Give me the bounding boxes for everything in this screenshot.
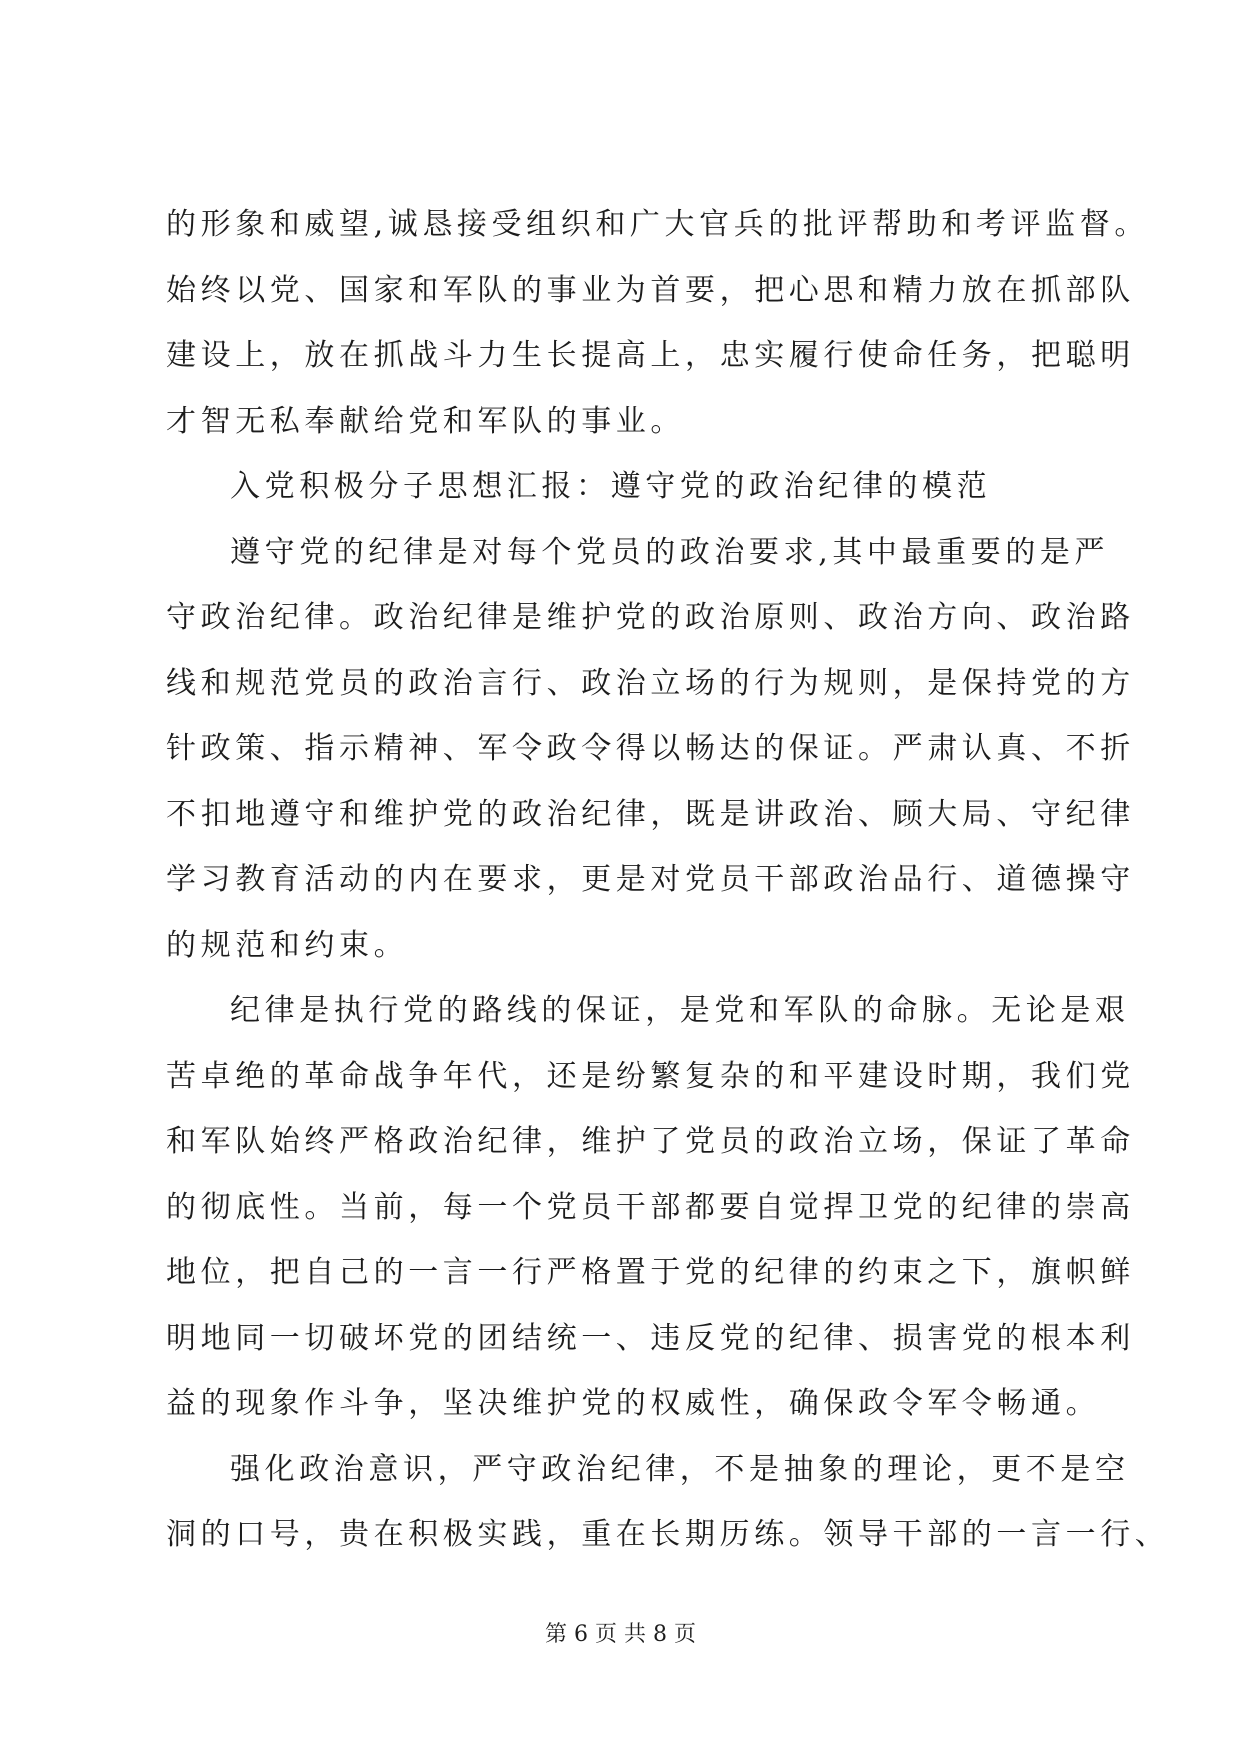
text-line: 明地同一切破坏党的团结统一、违反党的纪律、损害党的根本利: [166, 1320, 1135, 1356]
text-line: 不扣地遵守和维护党的政治纪律，既是讲政治、顾大局、守纪律: [166, 796, 1135, 832]
text-line: 洞的口号，贵在积极实践，重在长期历练。领导干部的一言一行、: [166, 1517, 1170, 1552]
page-number-footer: 第 6 页 共 8 页: [545, 1622, 696, 1647]
text-line: 线和规范党员的政治言行、政治立场的行为规则，是保持党的方: [166, 665, 1135, 701]
text-line: 益的现象作斗争，坚决维护党的权威性，确保政令军令畅通。: [166, 1386, 1101, 1421]
text-line: 的形象和威望,诚恳接受组织和广大官兵的批评帮助和考评监督。: [166, 207, 1149, 242]
section-heading: 入党积极分子思想汇报：遵守党的政治纪律的模范: [230, 469, 992, 504]
text-line: 学习教育活动的内在要求，更是对党员干部政治品行、道德操守: [166, 862, 1135, 897]
text-line: 的彻底性。当前，每一个党员干部都要自觉捍卫党的纪律的崇高: [166, 1189, 1135, 1225]
text-line: 苦卓绝的革命战争年代，还是纷繁复杂的和平建设时期，我们党: [166, 1058, 1135, 1094]
text-line: 的规范和约束。: [166, 927, 409, 963]
text-line: 始终以党、国家和军队的事业为首要，把心思和精力放在抓部队: [166, 272, 1135, 308]
text-line: 地位，把自己的一言一行严格置于党的纪律的约束之下，旗帜鲜: [166, 1255, 1135, 1290]
text-line: 和军队始终严格政治纪律，维护了党员的政治立场，保证了革命: [166, 1124, 1135, 1159]
text-line: 才智无私奉献给党和军队的事业。: [166, 403, 685, 439]
document-body: [166, 192, 1170, 1568]
paragraph-first-line: 纪律是执行党的路线的保证，是党和军队的命脉。无论是艰: [230, 993, 1130, 1028]
text-line: 针政策、指示精神、军令政令得以畅达的保证。严肃认真、不折: [166, 731, 1135, 766]
paragraph-first-line: 强化政治意识，严守政治纪律，不是抽象的理论，更不是空: [230, 1451, 1130, 1487]
paragraph-first-line: 遵守党的纪律是对每个党员的政治要求,其中最重要的是严: [230, 534, 1110, 570]
text-line: 建设上，放在抓战斗力生长提高上，忠实履行使命任务，把聪明: [166, 338, 1135, 373]
text-line: 守政治纪律。政治纪律是维护党的政治原则、政治方向、政治路: [166, 600, 1135, 635]
